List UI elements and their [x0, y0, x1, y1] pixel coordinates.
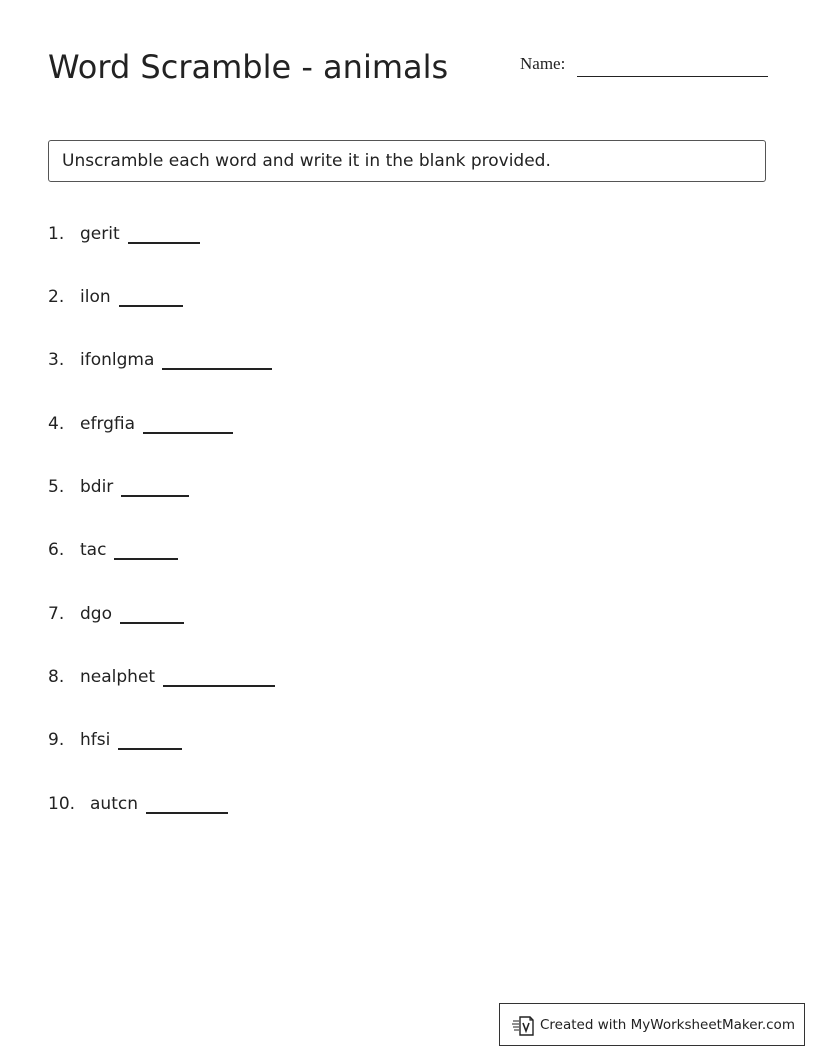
name-blank-line[interactable]: [577, 76, 768, 77]
scrambled-word: efrgfia: [80, 414, 136, 434]
question-item-4: [48, 414, 233, 444]
question-item-7: [48, 604, 184, 634]
answer-blank[interactable]: [120, 604, 184, 624]
question-item-9: [48, 730, 182, 760]
question-item-10: [48, 794, 228, 824]
answer-blank[interactable]: [118, 730, 182, 750]
answer-blank[interactable]: [119, 287, 183, 307]
scrambled-word: hfsi: [80, 730, 111, 750]
question-number: 6.: [48, 540, 65, 560]
scrambled-word: autcn: [90, 794, 138, 814]
question-item-1: [48, 224, 200, 254]
question-number: 9.: [48, 730, 65, 750]
answer-blank[interactable]: [146, 794, 228, 814]
question-number: 8.: [48, 667, 65, 687]
answer-blank[interactable]: [128, 224, 200, 244]
footer-text: Created with MyWorksheetMaker.com: [540, 1017, 795, 1033]
question-item-2: [48, 287, 183, 317]
scrambled-word: dgo: [80, 604, 112, 624]
answer-blank[interactable]: [121, 477, 189, 497]
instructions-text: Unscramble each word and write it in the blank provided.: [62, 151, 551, 171]
instructions-box: [48, 140, 766, 182]
question-item-8: [48, 667, 275, 697]
question-number: 7.: [48, 604, 65, 624]
scrambled-word: tac: [80, 540, 107, 560]
name-label: Name:: [520, 54, 566, 73]
answer-blank[interactable]: [143, 414, 233, 434]
answer-blank[interactable]: [162, 350, 272, 370]
scrambled-word: gerit: [80, 224, 120, 244]
question-item-6: [48, 540, 178, 570]
question-number: 10.: [48, 794, 76, 814]
scrambled-word: nealphet: [80, 667, 156, 687]
page-title: Word Scramble - animals: [48, 48, 449, 86]
question-item-5: [48, 477, 189, 507]
answer-blank[interactable]: [114, 540, 178, 560]
answer-blank[interactable]: [163, 667, 275, 687]
name-field: [520, 54, 768, 80]
scrambled-word: ifonlgma: [80, 350, 155, 370]
question-number: 5.: [48, 477, 65, 497]
question-number: 4.: [48, 414, 65, 434]
scrambled-word: ilon: [80, 287, 111, 307]
footer-badge[interactable]: [499, 1003, 805, 1046]
worksheet-maker-logo-icon: [512, 1014, 534, 1036]
scrambled-word: bdir: [80, 477, 114, 497]
question-item-3: [48, 350, 272, 380]
question-number: 1.: [48, 224, 65, 244]
question-number: 3.: [48, 350, 65, 370]
question-number: 2.: [48, 287, 65, 307]
